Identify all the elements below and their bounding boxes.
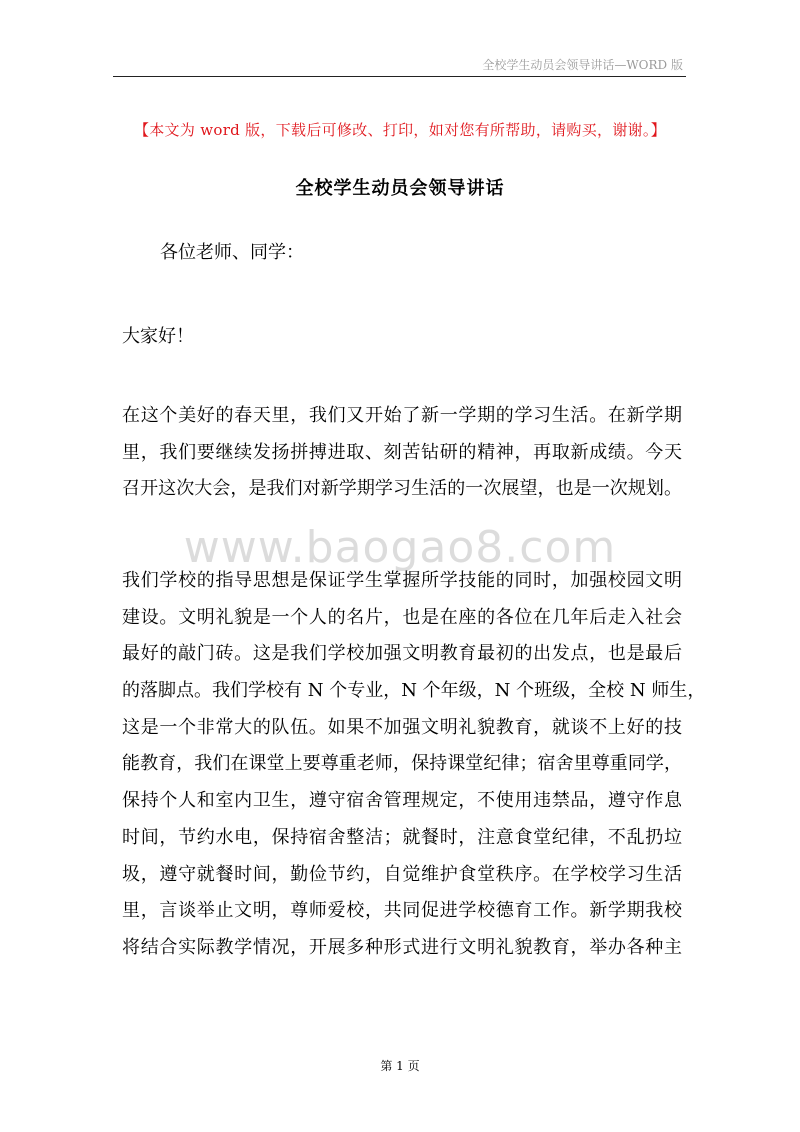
running-header: 全校学生动员会领导讲话—WORD 版 (482, 58, 683, 72)
paragraph-2 (122, 563, 706, 967)
paragraph-line: 保持个人和室内卫生，遵守宿舍管理规定，不使用违禁品，遵守作息 (122, 790, 682, 812)
greeting: 大家好！ (122, 326, 194, 347)
header-rule (113, 76, 686, 77)
paragraph-line: 里，言谈举止文明，尊师爱校，共同促进学校德育工作。新学期我校 (122, 900, 682, 922)
document-title: 全校学生动员会领导讲话 (295, 178, 505, 199)
paragraph-line: 在这个美好的春天里，我们又开始了新一学期的学习生活。在新学期 (122, 405, 682, 426)
salutation: 各位老师、同学： (160, 242, 304, 263)
page-number: 第 1 页 (380, 1059, 420, 1073)
purchase-notice: 【本文为 word 版，下载后可修改、打印，如对您有所帮助，请购买，谢谢。】 (133, 121, 667, 139)
paragraph-line: 将结合实际教学情况，开展多种形式进行文明礼貌教育，举办各种主 (122, 936, 682, 958)
paragraph-line: 里，我们要继续发扬拼搏进取、刻苦钻研的精神，再取新成绩。今天 (122, 441, 682, 463)
paragraph-line: 召开这次大会，是我们对新学期学习生活的一次展望，也是一次规划。 (122, 478, 682, 500)
paragraph-line: 建设。文明礼貌是一个人的名片，也是在座的各位在几年后走入社会 (122, 606, 682, 628)
paragraph-line: 我们学校的指导思想是保证学生掌握所学技能的同时，加强校园文明 (122, 570, 682, 591)
paragraph-line: 这是一个非常大的队伍。如果不加强文明礼貌教育，就谈不上好的技 (122, 716, 682, 738)
paragraph-line: 的落脚点。我们学校有 N 个专业，N 个年级，N 个班级，全校 N 师生， (122, 680, 706, 702)
paragraph-line: 最好的敲门砖。这是我们学校加强文明教育最初的出发点，也是最后 (122, 643, 682, 665)
watermark: www.baogao8.com (183, 522, 617, 573)
paragraph-line: 圾，遵守就餐时间，勤俭节约，自觉维护食堂秩序。在学校学习生活 (122, 863, 682, 885)
paragraph-1 (122, 398, 682, 508)
paragraph-line: 时间，节约水电，保持宿舍整洁；就餐时，注意食堂纪律，不乱扔垃 (122, 826, 682, 848)
paragraph-line: 能教育，我们在课堂上要尊重老师，保持课堂纪律；宿舍里尊重同学， (122, 753, 682, 775)
